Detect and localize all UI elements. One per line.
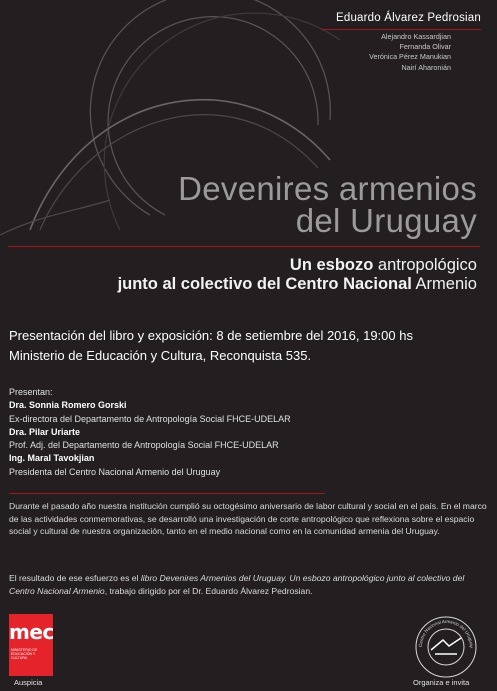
book-title <box>178 170 477 239</box>
svg-text:Centro Nacional Armenio del Ur: Centro Nacional Armenio del Uruguay <box>417 618 475 648</box>
mec-logo <box>9 614 53 676</box>
presenter-role: Ex-directora del Departamento de Antropología Social FHCE-UDELAR <box>9 413 291 424</box>
book-subtitle <box>118 256 477 294</box>
presenter-name: Dra. Sonnia Romero Gorski <box>9 400 127 411</box>
result-text: , trabajo dirigido por el Dr. Eduardo Álvarez Pedrosian. <box>104 585 313 596</box>
subtitle-part: antropológico <box>373 256 477 274</box>
subtitle-part: Un esbozo <box>289 256 374 274</box>
presenters-section <box>9 386 291 479</box>
book-reference: libro Devenires Armenios del Uruguay. Un esbozo antropológico junto al colectivo del Centro Nacional Armenio <box>9 573 465 596</box>
description-paragraph: Durante el pasado año nuestra institución cumplió su octogésimo aniversario de labor cultural y social en el país. En el marco de las actividades conmemorativas, se desarrolló una investigación de corte antropológico que reflexiona sobre el espacio social y cultural de nuestra organización, tanto en el medio nacional como en la comunidad armenia del Uruguay. <box>9 501 487 537</box>
event-info <box>9 326 413 366</box>
organizer-caption: Organiza e invita <box>413 678 470 687</box>
title-line-1: Devenires armenios <box>178 170 477 207</box>
subtitle-part: Armenio <box>411 275 477 293</box>
presenter-name: Ing. Maral Tavokjian <box>9 453 95 464</box>
sponsor-caption: Auspicia <box>14 678 43 687</box>
mec-logo-text: mec <box>9 620 54 644</box>
coauthor: Fernanda Olivar <box>399 42 451 52</box>
coauthors-list <box>369 32 451 73</box>
coauthor: Alejandro Kassardjian <box>381 32 451 41</box>
author-divider <box>321 29 481 30</box>
event-venue: Ministerio de Educación y Cultura, Reconquista 535. <box>9 348 312 363</box>
title-divider <box>8 246 480 247</box>
centro-nacional-armenio-logo <box>413 614 479 680</box>
result-paragraph <box>9 572 491 597</box>
subtitle-part: junto al colectivo del Centro Nacional <box>117 275 412 293</box>
presenter-role: Presidenta del Centro Nacional Armenio del Uruguay <box>9 466 221 477</box>
presenters-divider <box>9 493 325 494</box>
event-date: Presentación del libro y exposición: 8 de setiembre del 2016, 19:00 hs <box>9 328 413 343</box>
presenter-role: Prof. Adj. del Departamento de Antropología Social FHCE-UDELAR <box>9 440 279 451</box>
presenters-heading: Presentan: <box>9 387 53 397</box>
main-author: Eduardo Álvarez Pedrosian <box>336 12 481 24</box>
coauthor: Nairí Aharonián <box>401 62 451 72</box>
title-line-2: del Uruguay <box>295 202 477 239</box>
result-text: El resultado de ese esfuerzo es el <box>9 573 141 583</box>
mec-logo-subtext: MINISTERIO DE EDUCACIÓN Y CULTURA <box>11 648 38 660</box>
coauthor: Verónica Pérez Manukian <box>369 52 451 62</box>
presenter-name: Dra. Pilar Uriarte <box>9 426 81 437</box>
